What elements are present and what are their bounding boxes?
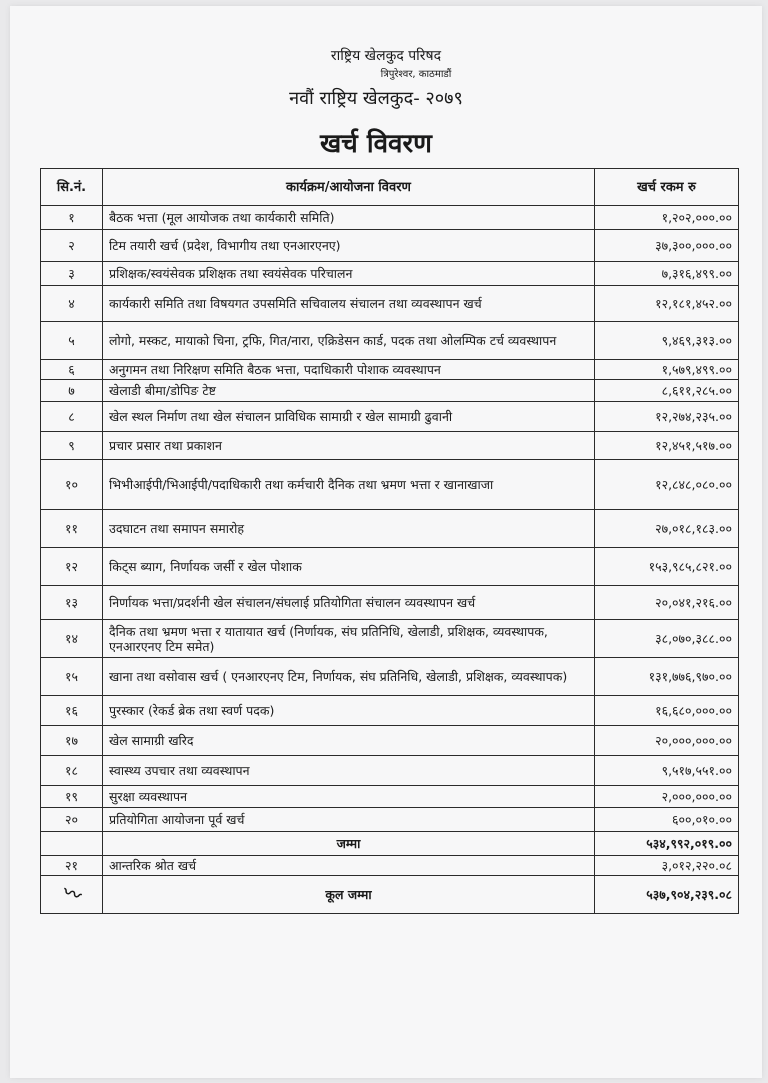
row-sn: १५	[41, 658, 103, 696]
row-amount: ९,४६९,३१३.००	[595, 322, 739, 360]
table-row	[41, 856, 739, 876]
subtotal-amount: ५३४,९९२,०१९.००	[595, 832, 739, 856]
row-sn: १६	[41, 696, 103, 726]
expense-table	[40, 168, 739, 914]
row-amount: २७,०१८,१८३.००	[595, 510, 739, 548]
row-description: निर्णायक भत्ता/प्रदर्शनी खेल संचालन/संघलाई प्रतियोगिता संचालन व्यवस्थापन खर्च	[103, 586, 595, 620]
row-description: खेल स्थल निर्माण तथा खेल संचालन प्राविधिक सामाग्री र खेल सामाग्री ढुवानी	[103, 402, 595, 432]
row-amount: २०,०४१,२१६.००	[595, 586, 739, 620]
row-amount: १,२०२,०००.००	[595, 206, 739, 230]
table-row	[41, 380, 739, 402]
row-description: आन्तरिक श्रोत खर्च	[103, 856, 595, 876]
row-description: कार्यकारी समिति तथा विषयगत उपसमिति सचिवालय संचालन तथा व्यवस्थापन खर्च	[103, 286, 595, 322]
row-sn: ४	[41, 286, 103, 322]
column-header-description: कार्यक्रम/आयोजना विवरण	[103, 169, 595, 206]
row-amount: २,०००,०००.००	[595, 786, 739, 808]
row-sn: ५	[41, 322, 103, 360]
row-amount: ६००,०१०.००	[595, 808, 739, 832]
subtotal-row	[41, 832, 739, 856]
row-sn: २०	[41, 808, 103, 832]
row-sn: ६	[41, 360, 103, 380]
table-row	[41, 620, 739, 658]
subtotal-label: जम्मा	[103, 832, 595, 856]
column-header-amount: खर्च रकम रु	[595, 169, 739, 206]
row-description: खेल सामाग्री खरिद	[103, 726, 595, 756]
row-amount: ७,३१६,४९९.००	[595, 262, 739, 286]
page-title: खर्च विवरण	[320, 129, 432, 159]
row-amount: १६,६८०,०००.००	[595, 696, 739, 726]
grand-total-row	[41, 876, 739, 914]
row-amount: १२,२७४,२३५.००	[595, 402, 739, 432]
row-amount: १३१,७७६,९७०.००	[595, 658, 739, 696]
row-amount: ८,६११,२८५.००	[595, 380, 739, 402]
row-description: उदघाटन तथा समापन समारोह	[103, 510, 595, 548]
table-row	[41, 402, 739, 432]
row-description: अनुगमन तथा निरिक्षण समिति बैठक भत्ता, पदाधिकारी पोशाक व्यवस्थापन	[103, 360, 595, 380]
table-row	[41, 510, 739, 548]
row-description: सुरक्षा व्यवस्थापन	[103, 786, 595, 808]
row-description: लोगो, मस्कट, मायाको चिना, ट्रफि, गित/नारा, एक्रिडेसन कार्ड, पदक तथा ओलम्पिक टर्च व्यवस्थापन	[103, 322, 595, 360]
column-header-sn: सि.नं.	[41, 169, 103, 206]
table-row	[41, 696, 739, 726]
row-amount: ३७,३००,०००.००	[595, 230, 739, 262]
row-sn: १४	[41, 620, 103, 658]
row-description: दैनिक तथा भ्रमण भत्ता र यातायात खर्च (निर्णायक, संघ प्रतिनिधि, खेलाडी, प्रशिक्षक, व्यवस्थापक, एनआरएनए टिम समेत)	[103, 620, 595, 658]
row-amount: १२,१८१,४५२.००	[595, 286, 739, 322]
organization-location: त्रिपुरेश्वर, काठमाडौं	[380, 69, 452, 80]
row-amount: १२,४५१,५१७.००	[595, 432, 739, 460]
row-description: खाना तथा वसोवास खर्च ( एनआरएनए टिम, निर्णायक, संघ प्रतिनिधि, खेलाडी, प्रशिक्षक, व्यवस्थापक)	[103, 658, 595, 696]
row-description: भिभीआईपी/भिआईपी/पदाधिकारी तथा कर्मचारी दैनिक तथा भ्रमण भत्ता र खानाखाजा	[103, 460, 595, 510]
table-row	[41, 726, 739, 756]
row-description: किट्स ब्याग, निर्णायक जर्सी र खेल पोशाक	[103, 548, 595, 586]
row-sn: १	[41, 206, 103, 230]
row-sn: ३	[41, 262, 103, 286]
grand-total-label: कूल जम्मा	[103, 876, 595, 914]
row-description: पुरस्कार (रेकर्ड ब्रेक तथा स्वर्ण पदक)	[103, 696, 595, 726]
organization-name: राष्ट्रिय खेलकुद परिषद	[330, 48, 442, 64]
row-amount: २०,०००,०००.००	[595, 726, 739, 756]
table-row	[41, 460, 739, 510]
table-row	[41, 548, 739, 586]
row-description: प्रतियोगिता आयोजना पूर्व खर्च	[103, 808, 595, 832]
pen-mark-icon: 〰	[41, 876, 103, 914]
table-row	[41, 360, 739, 380]
row-sn: १२	[41, 548, 103, 586]
row-amount: ३,०१२,२२०.०८	[595, 856, 739, 876]
row-amount: १२,८४८,०८०.००	[595, 460, 739, 510]
table-row	[41, 230, 739, 262]
row-amount: ९,५१७,५५१.००	[595, 756, 739, 786]
table-row	[41, 322, 739, 360]
row-sn: १९	[41, 786, 103, 808]
table-row	[41, 286, 739, 322]
table-row	[41, 808, 739, 832]
row-sn: २	[41, 230, 103, 262]
row-sn: ११	[41, 510, 103, 548]
table-row	[41, 586, 739, 620]
row-description: टिम तयारी खर्च (प्रदेश, विभागीय तथा एनआरएनए)	[103, 230, 595, 262]
row-sn: ७	[41, 380, 103, 402]
row-description: प्रशिक्षक/स्वयंसेवक प्रशिक्षक तथा स्वयंसेवक परिचालन	[103, 262, 595, 286]
grand-total-amount: ५३७,९०४,२३९.०८	[595, 876, 739, 914]
row-sn: १७	[41, 726, 103, 756]
row-amount: १५३,९८५,८२१.००	[595, 548, 739, 586]
row-sn: २१	[41, 856, 103, 876]
table-row	[41, 262, 739, 286]
row-sn: ९	[41, 432, 103, 460]
row-sn: १०	[41, 460, 103, 510]
row-amount: ३८,०७०,३८८.००	[595, 620, 739, 658]
table-row	[41, 206, 739, 230]
table-row	[41, 658, 739, 696]
row-sn: १३	[41, 586, 103, 620]
table-row	[41, 756, 739, 786]
row-description: स्वास्थ्य उपचार तथा व्यवस्थापन	[103, 756, 595, 786]
event-title: नवौं राष्ट्रिय खेलकुद- २०७९	[289, 88, 463, 109]
row-description: खेलाडी बीमा/डोपिङ टेष्ट	[103, 380, 595, 402]
table-row	[41, 786, 739, 808]
row-amount: १,५७९,४९९.००	[595, 360, 739, 380]
row-sn: ८	[41, 402, 103, 432]
document-page	[10, 6, 762, 1078]
row-description: बैठक भत्ता (मूल आयोजक तथा कार्यकारी समिति)	[103, 206, 595, 230]
row-description: प्रचार प्रसार तथा प्रकाशन	[103, 432, 595, 460]
row-sn: १८	[41, 756, 103, 786]
table-header-row	[41, 169, 739, 206]
table-row	[41, 432, 739, 460]
